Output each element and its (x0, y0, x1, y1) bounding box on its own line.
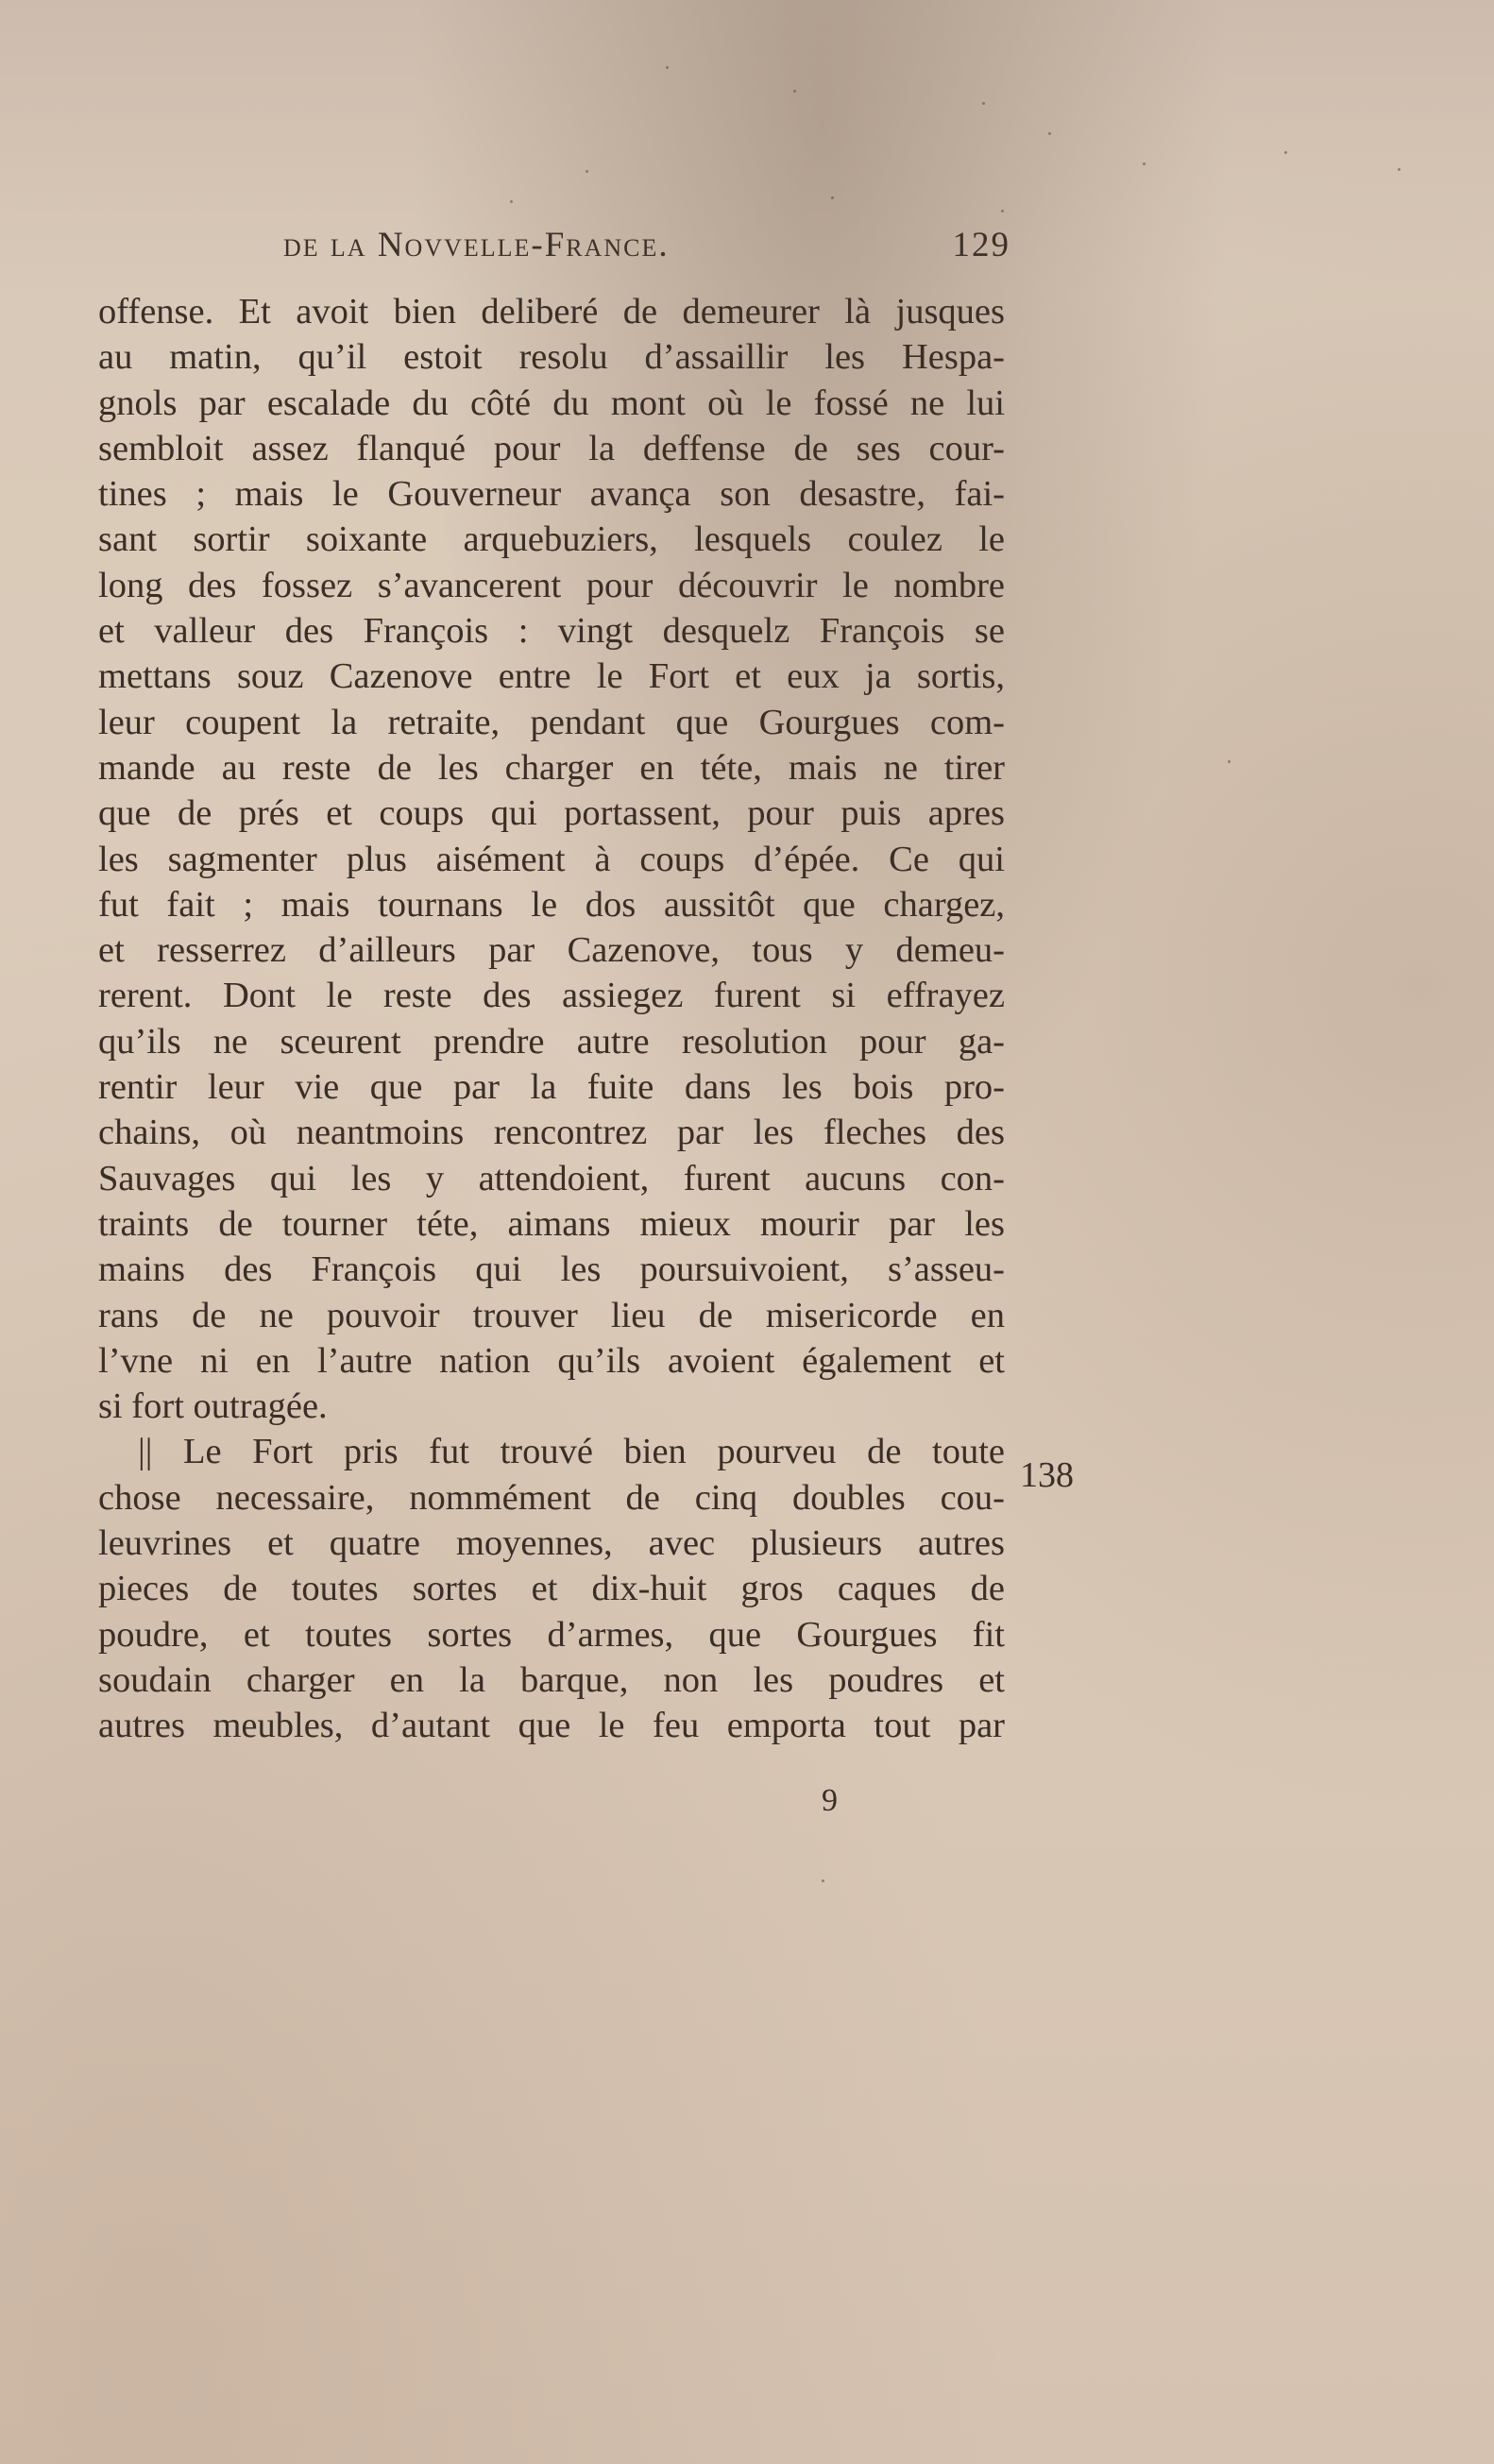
text-line: sembloit assez flanqué pour la deffense de ses cour- (98, 428, 1005, 468)
paper-speck (982, 102, 985, 105)
text-line: long des fossez s’avancerent pour découvrir le nombre (98, 565, 1005, 605)
text-line: pieces de toutes sortes et dix-huit gros caques de (98, 1569, 1005, 1609)
paper-speck (1228, 760, 1231, 763)
text-line: les sagmenter plus aisément à coups d’épée. Ce qui (98, 839, 1005, 879)
margin-page-reference: 138 (1020, 1455, 1074, 1495)
running-head-title: de la Novvelle-France. (283, 226, 670, 264)
text-line: poudre, et toutes sortes d’armes, que Gourgues fit (98, 1614, 1005, 1655)
text-line: rans de ne pouvoir trouver lieu de misericorde en (98, 1295, 1005, 1335)
text-line: tines ; mais le Gouverneur avança son desastre, fai- (98, 474, 1005, 515)
paper-speck (510, 200, 513, 203)
paper-speck (666, 66, 669, 69)
paper-speck (831, 196, 834, 199)
text-line: qu’ils ne sceurent prendre autre resolution pour ga- (98, 1021, 1005, 1062)
text-line: et resserrez d’ailleurs par Cazenove, tous y demeu- (98, 930, 1005, 971)
paper-speck (1284, 151, 1287, 154)
signature-mark: 9 (822, 1783, 838, 1818)
text-line: fut fait ; mais tournans le dos aussitôt que chargez, (98, 884, 1005, 925)
text-line: gnols par escalade du côté du mont où le fossé ne lui (98, 382, 1005, 423)
text-line: soudain charger en la barque, non les poudres et (98, 1659, 1005, 1700)
paper-speck (822, 1879, 824, 1882)
text-line: que de prés et coups qui portassent, pour puis apres (98, 793, 1005, 834)
paper-speck (1001, 210, 1004, 212)
text-line: l’vne ni en l’autre nation qu’ils avoient également et (98, 1340, 1005, 1381)
text-line: Sauvages qui les y attendoient, furent aucuns con- (98, 1158, 1005, 1198)
text-line: si fort outragée. (98, 1386, 328, 1427)
text-line: mettans souz Cazenove entre le Fort et eux ja sortis, (98, 656, 1005, 697)
text-line: chose necessaire, nommément de cinq doubles cou- (98, 1477, 1005, 1518)
paper-speck (793, 90, 796, 93)
text-line: leur coupent la retraite, pendant que Gourgues com- (98, 702, 1005, 742)
text-line: leuvrines et quatre moyennes, avec plusieurs autres (98, 1523, 1005, 1564)
text-line: rentir leur vie que par la fuite dans les bois pro- (98, 1067, 1005, 1108)
paper-speck (1398, 168, 1401, 171)
text-line: mains des François qui les poursuivoient, s’asseu- (98, 1249, 1005, 1290)
text-line: au matin, qu’il estoit resolu d’assaillir les Hespa- (98, 337, 1005, 378)
page-number: 129 (952, 226, 1010, 264)
paper-speck (1143, 162, 1146, 165)
text-line: autres meubles, d’autant que le feu emporta tout par (98, 1706, 1005, 1746)
text-line: sant sortir soixante arquebuziers, lesquels coulez le (98, 519, 1005, 560)
text-line: traints de tourner téte, aimans mieux mourir par les (98, 1203, 1005, 1244)
text-line: et valleur des François : vingt desquelz François se (98, 611, 1005, 652)
text-line: rerent. Dont le reste des assiegez furent si effrayez (98, 976, 1005, 1016)
text-line: offense. Et avoit bien deliberé de demeurer là jusques (98, 292, 1005, 331)
body-text (98, 289, 1005, 1749)
text-line: chains, où neantmoins rencontrez par les fleches des (98, 1113, 1005, 1153)
text-line: || Le Fort pris fut trouvé bien pourveu de toute (138, 1432, 1005, 1472)
paper-speck (1048, 132, 1051, 135)
paper-speck (586, 170, 588, 173)
text-line: mande au reste de les charger en téte, mais ne tirer (98, 747, 1005, 788)
